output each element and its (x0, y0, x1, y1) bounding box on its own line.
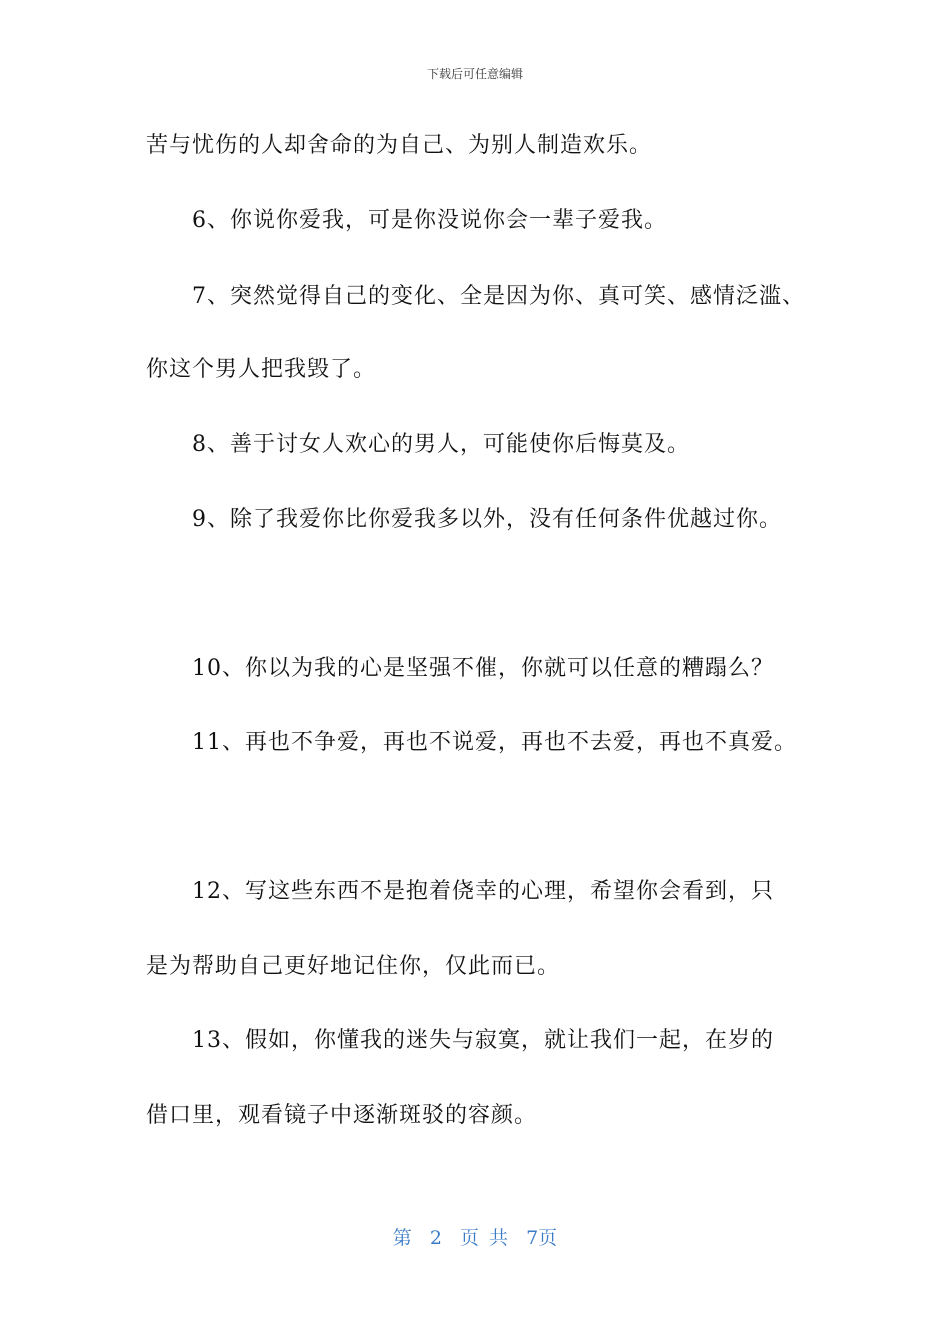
footer-current-page: 2 (429, 1227, 442, 1249)
page-header: 下载后可任意编辑 (426, 67, 523, 81)
text-line-item-13-cont: 借口里，观看镜子中逐渐斑驳的容颜。 (146, 1103, 538, 1128)
text-line-item-8: 8、善于讨女人欢心的男人，可能使你后悔莫及。 (192, 432, 690, 457)
text-line-item-12: 12、写这些东西不是抱着侥幸的心理，希望你会看到，只 (192, 879, 774, 904)
text-line-item-9: 9、除了我爱你比你爱我多以外，没有任何条件优越过你。 (192, 507, 782, 532)
footer-total-pages: 7页 (526, 1227, 558, 1249)
text-line-item-7: 7、突然觉得自己的变化、全是因为你、真可笑、感情泛滥、 (192, 284, 805, 309)
text-line-item-11: 11、再也不争爱，再也不说爱，再也不去爱，再也不真爱。 (192, 730, 797, 755)
footer-prefix: 第 (392, 1227, 412, 1249)
text-line-1: 苦与忧伤的人却舍命的为自己、为别人制造欢乐。 (146, 133, 653, 158)
page-number-footer (0, 1226, 950, 1250)
text-line-item-7-cont: 你这个男人把我毁了。 (146, 357, 377, 382)
text-line-item-13: 13、假如，你懂我的迷失与寂寞，就让我们一起，在岁的 (192, 1028, 774, 1053)
text-line-item-10: 10、你以为我的心是坚强不催，你就可以任意的糟蹋么？ (192, 656, 774, 681)
text-line-item-12-cont: 是为帮助自己更好地记住你，仅此而已。 (146, 954, 561, 979)
footer-mid: 页 共 (460, 1227, 509, 1249)
text-line-item-6: 6、你说你爱我，可是你没说你会一辈子爱我。 (192, 208, 667, 233)
